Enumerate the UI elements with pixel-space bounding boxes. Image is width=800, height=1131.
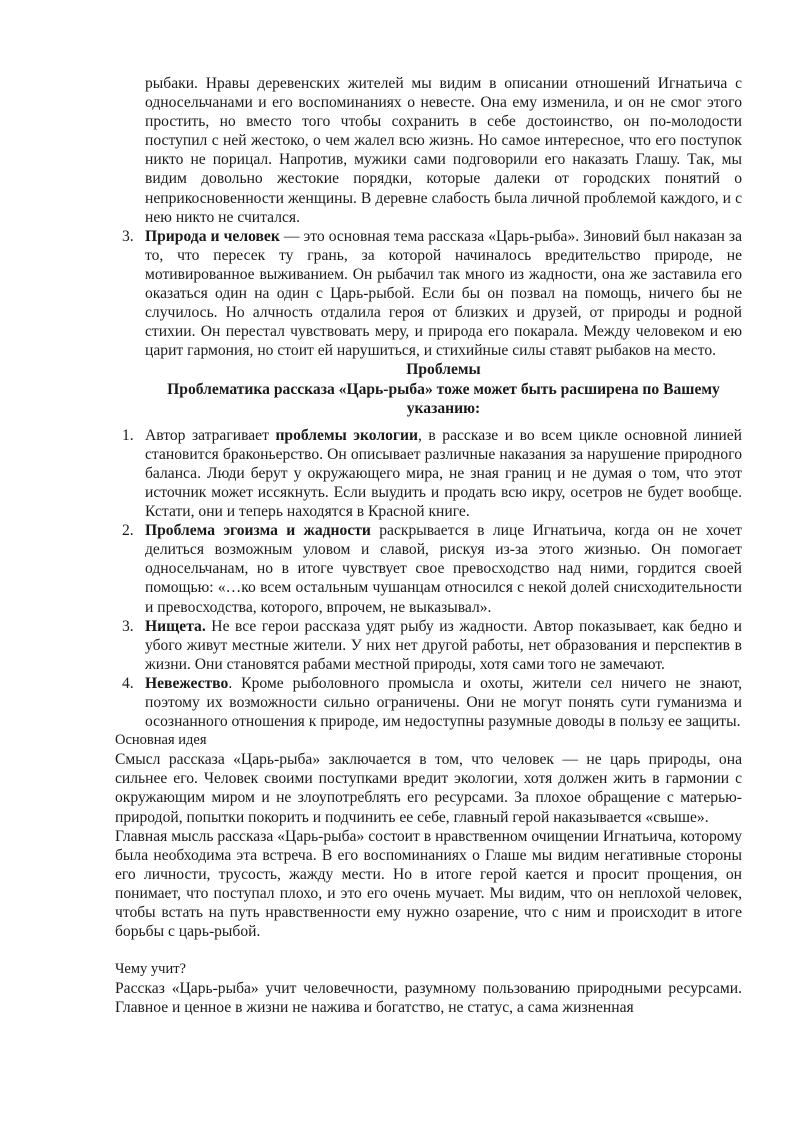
problem-item-4 [115,674,742,731]
problem-text: . Кроме рыболовного промысла и охоты, жители сел ничего не знают, поэтому их возможности сильно ограничены. Они не могут понять сути гуманизма и осознанного отношения к природе, им недоступны разумные доводы в пользу ее защиты. [145,674,742,731]
problem-lead: Автор затрагивает [145,426,276,444]
problem-text: раскрывается в лице Игнатьича, когда он не хочет делиться возможным уловом и славой, рискуя из-за этого жизнью. Он помогает односельчанам, но в итоге чувствует свое превосходство над ними, гордится своей помощью: «…ко всем остальным чушанцам относился с некой долей снисходительности и превосходства, которого, впрочем, не выказывал». [145,522,742,616]
problem-text: Не все герои рассказа удят рыбу из жадности. Автор показывает, как бедно и убого живут местные жители. У них нет другой работы, нет образования и перспектив в жизни. Они становятся рабами местной природы, хотя сами того не замечают. [145,617,742,673]
teaches-paragraph: Рассказ «Царь-рыба» учит человечности, разумному пользованию природными ресурсами. Главное и ценное в жизни не нажива и богатство, не статус, а сама жизненная [115,980,742,1017]
main-idea-paragraph-1: Смысл рассказа «Царь-рыба» заключается в том, что человек — не царь природы, она сильнее его. Человек своими поступками вредит экологии, хотя должен жить в гармонии с окружающим миром и не злоупотреблять его ресурсами. За плохое обращение с матерью-природой, попытки покорить и подчинить ее себе, главный герой наказывается «свыше». [115,751,742,826]
intro-continued-paragraph: рыбаки. Нравы деревенских жителей мы видим в описании отношений Игнатьича с односельчанами и его воспоминаниях о невесте. Она ему изменила, и он не смог этого простить, но вместо того чтобы сохранить в себе достоинство, он по-молодости поступил с ней жестоко, о чем жалел всю жизнь. Но самое интересное, что его поступок никто не порицал. Напротив, мужики сами подговорили его наказать Глашу. Так, мы видим довольно жестокие порядки, которые далеки от городских понятий о неприкосновенности женщины. В деревне слабость была личной проблемой каждого, и с нею никто не считался. [145,75,742,226]
theme-item-title: Природа и человек [145,227,280,245]
problems-list [115,426,742,732]
problems-subheading: Проблематика рассказа «Царь-рыба» тоже может быть расширена по Вашему указанию: [167,380,720,417]
problems-heading: Проблемы [406,361,481,379]
problem-text: , в рассказе и во всем цикле основной линией становится браконьерство. Он описывает различные наказания за нарушение природного баланса. Люди берут у окружающего мира, не зная границ и не думая о том, что этот источник может иссякнуть. Если выудить и продать всю икру, осетров не будет вообще. Кстати, они и теперь находятся в Красной книге. [145,426,743,521]
main-idea-heading: Основная идея [115,732,207,749]
teaches-heading: Чему учит? [115,961,186,978]
theme-item-3 [115,227,742,361]
problem-item-1 [115,426,742,521]
theme-item-text: — это основная тема рассказа «Царь-рыба». Зиновий был наказан за то, что пересек ту грань, за которой начиналось вредительство природе, не мотивированное выживанием. Он рыбачил так много из жадности, она же заставила его оказаться один на один с Царь-рыбой. Если бы он позвал на помощь, ничего бы не случилось. Но алчность отдалила героя от близких и друзей, от природы и родной стихии. Он перестал чувствовать меру, и природа его покарала. Между человеком и ею царит гармония, но стоит ей нарушиться, и стихийные силы ставят рыбаков на место. [145,227,742,360]
problem-item-2 [115,521,742,616]
problem-number: 1. [122,426,134,444]
theme-item-number: 3. [122,227,134,245]
problem-item-3 [115,617,742,674]
problem-number: 4. [122,674,134,692]
problem-number: 2. [122,522,134,540]
problem-title: Проблема эгоизма и жадности [145,522,371,540]
problem-title: проблемы экологии [275,426,418,444]
problem-number: 3. [122,617,134,635]
problem-title: Невежество [145,674,229,692]
main-idea-paragraph-2: Главная мысль рассказа «Царь-рыба» состоит в нравственном очищении Игнатьича, которому была необходима эта встреча. В его воспоминаниях о Глаше мы видим негативные стороны его личности, трусость, жажду мести. Но в итоге герой кается и просит прощения, он понимает, что поступал плохо, и это его очень мучает. Мы видим, что он неплохой человек, чтобы встать на путь нравственности ему нужно озарение, что с ним и происходит в итоге борьбы с царь-рыбой. [115,827,742,941]
problem-title: Нищета. [145,617,206,635]
